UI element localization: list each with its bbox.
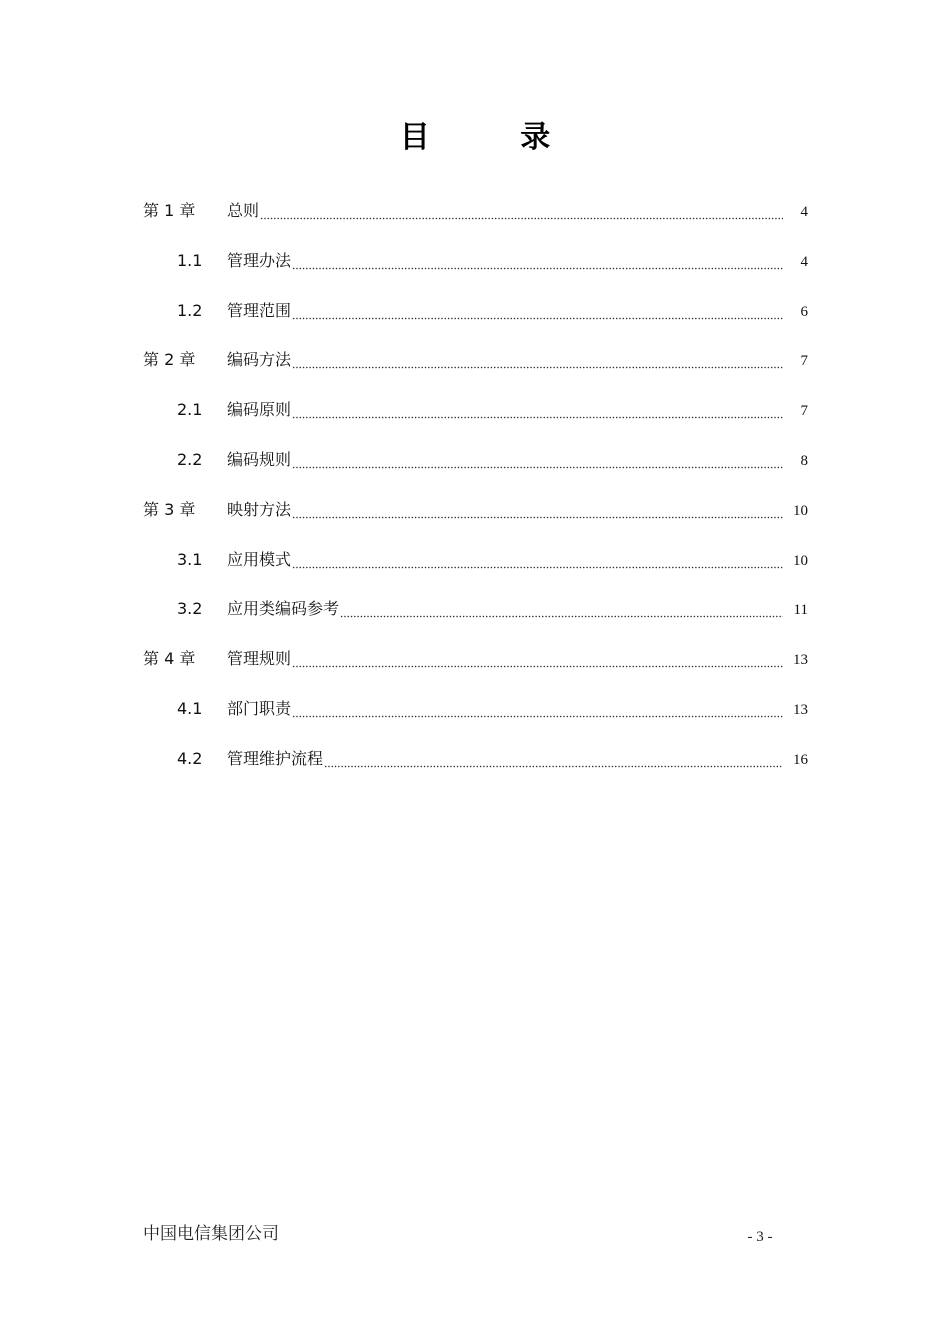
footer-company-name: 中国电信集团公司 bbox=[143, 1224, 279, 1244]
toc-section-entry[interactable] bbox=[143, 547, 808, 597]
toc-dot-leader bbox=[292, 347, 783, 373]
toc-chapter-entry[interactable] bbox=[143, 497, 808, 547]
toc-title: 目 录 bbox=[399, 120, 591, 155]
toc-dot-leader bbox=[292, 447, 783, 473]
toc-entry-page: 13 bbox=[793, 701, 808, 718]
toc-section-entry[interactable] bbox=[143, 447, 808, 497]
toc-entry-page: 10 bbox=[793, 552, 808, 569]
toc-entry-page: 4 bbox=[800, 204, 808, 220]
toc-entry-title: 编码方法 bbox=[227, 350, 292, 370]
toc-entry-number: 4.1 bbox=[177, 698, 203, 718]
table-of-contents bbox=[143, 198, 808, 796]
toc-dot-leader bbox=[260, 198, 783, 224]
toc-dot-leader bbox=[292, 497, 783, 523]
toc-dot-leader bbox=[292, 298, 783, 324]
toc-section-entry[interactable] bbox=[143, 298, 808, 348]
toc-entry-title: 部门职责 bbox=[227, 698, 292, 718]
toc-entry-number: 2.1 bbox=[177, 400, 203, 420]
footer-page-number: - 3 - bbox=[747, 1229, 773, 1245]
toc-entry-number: 第 3 章 bbox=[143, 499, 196, 519]
toc-entry-page: 13 bbox=[793, 652, 808, 669]
toc-chapter-entry[interactable] bbox=[143, 646, 808, 696]
toc-section-entry[interactable] bbox=[143, 397, 808, 447]
toc-entry-number: 1.2 bbox=[177, 300, 203, 320]
toc-entry-page: 10 bbox=[793, 502, 808, 519]
toc-entry-number: 2.2 bbox=[177, 449, 203, 469]
toc-entry-title: 应用模式 bbox=[227, 549, 292, 569]
toc-section-entry[interactable] bbox=[143, 696, 808, 746]
toc-entry-number: 第 1 章 bbox=[143, 201, 196, 220]
toc-entry-page: 16 bbox=[793, 751, 808, 768]
toc-entry-number: 3.2 bbox=[177, 599, 203, 619]
toc-entry-page: 7 bbox=[800, 403, 808, 420]
toc-entry-title: 应用类编码参考 bbox=[227, 599, 340, 619]
toc-entry-page: 7 bbox=[800, 353, 808, 370]
toc-section-entry[interactable] bbox=[143, 596, 808, 646]
toc-entry-title: 管理办法 bbox=[227, 250, 292, 270]
toc-dot-leader bbox=[292, 646, 783, 672]
toc-entry-title: 管理规则 bbox=[227, 649, 292, 669]
toc-entry-title: 总则 bbox=[227, 201, 260, 220]
toc-dot-leader bbox=[292, 547, 783, 573]
toc-entry-page: 11 bbox=[793, 602, 808, 619]
toc-section-entry[interactable] bbox=[143, 248, 808, 298]
toc-dot-leader bbox=[292, 397, 783, 423]
toc-entry-number: 第 2 章 bbox=[143, 350, 196, 370]
toc-entry-title: 映射方法 bbox=[227, 499, 292, 519]
toc-dot-leader bbox=[340, 596, 783, 622]
toc-entry-page: 4 bbox=[800, 253, 808, 270]
toc-dot-leader bbox=[292, 696, 783, 722]
toc-entry-page: 6 bbox=[800, 303, 808, 320]
toc-entry-number: 3.1 bbox=[177, 549, 203, 569]
toc-section-entry[interactable] bbox=[143, 746, 808, 796]
toc-entry-number: 第 4 章 bbox=[143, 649, 196, 669]
toc-entry-page: 8 bbox=[800, 452, 808, 469]
toc-entry-title: 管理维护流程 bbox=[227, 748, 324, 768]
toc-entry-title: 编码原则 bbox=[227, 400, 292, 420]
toc-dot-leader bbox=[292, 248, 783, 274]
toc-chapter-entry[interactable] bbox=[143, 347, 808, 397]
toc-chapter-entry[interactable] bbox=[143, 198, 808, 248]
toc-entry-title: 管理范围 bbox=[227, 300, 292, 320]
toc-dot-leader bbox=[324, 746, 783, 772]
toc-entry-title: 编码规则 bbox=[227, 449, 292, 469]
toc-entry-number: 4.2 bbox=[177, 748, 203, 768]
toc-entry-number: 1.1 bbox=[177, 250, 203, 270]
